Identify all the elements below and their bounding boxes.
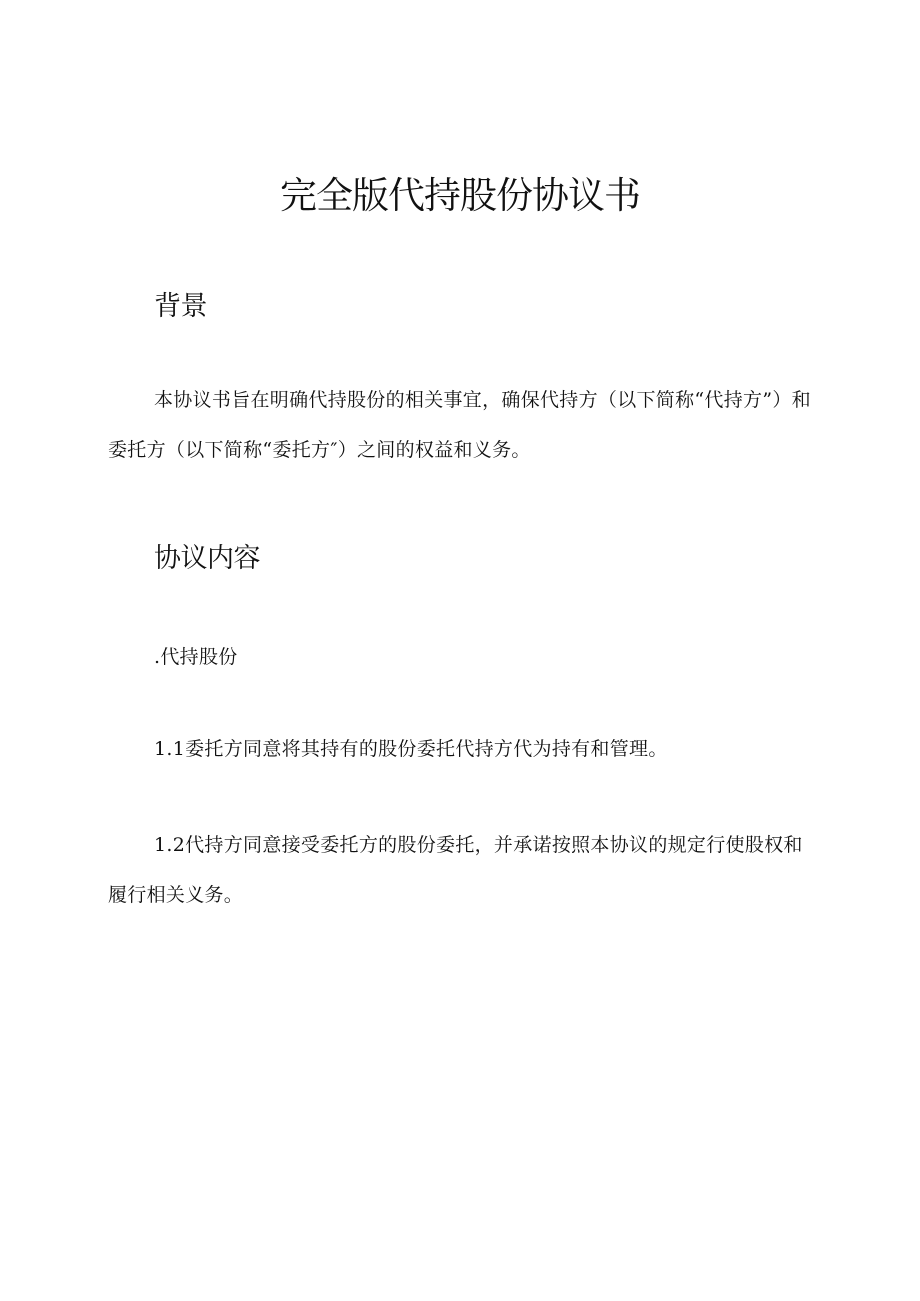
subsection-heading-held-shares: .代持股份 (154, 646, 238, 668)
clause-1-2: 1.2代持方同意接受委托方的股份委托，并承诺按照本协议的规定行使股权和履行相关义务。 (108, 834, 803, 906)
section-heading-background: 背景 (154, 291, 207, 322)
background-paragraph: 本协议书旨在明确代持股份的相关事宜，确保代持方（以下简称“代持方”）和委托方（以下简称“委托方″）之间的权益和义务。 (108, 389, 811, 461)
section-heading-agreement-content: 协议内容 (154, 543, 260, 574)
clause-1-1: 1.1委托方同意将其持有的股份委托代持方代为持有和管理。 (154, 738, 668, 760)
document-title: 完全版代持股份协议书 (280, 174, 640, 217)
